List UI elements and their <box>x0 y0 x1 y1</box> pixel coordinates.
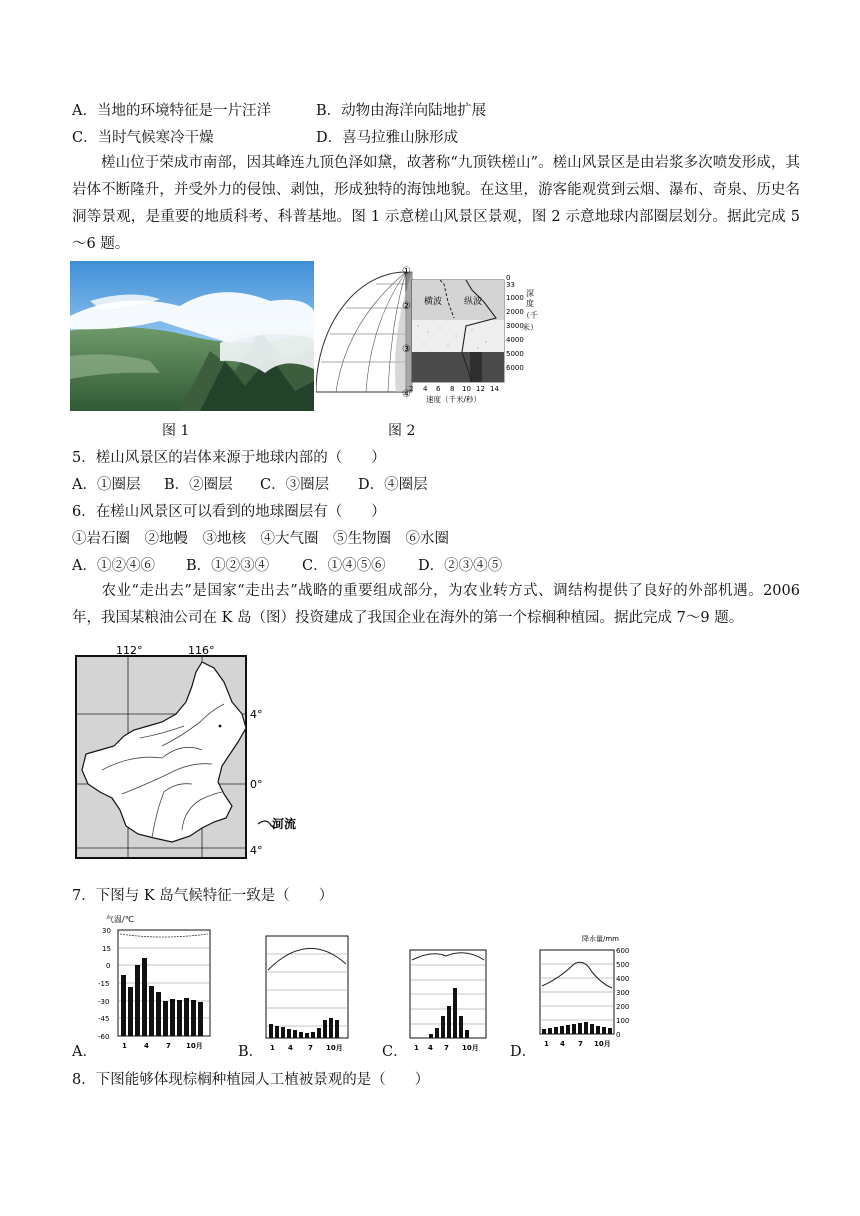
depth-label: 度 <box>526 299 534 308</box>
figure-2-caption: 图 2 <box>388 423 416 439</box>
wave-label-s: 横波 <box>424 297 443 307</box>
q5-stem: 5．槎山风景区的岩体来源于地球内部的（ ） <box>72 450 386 466</box>
q6-option-b[interactable]: B．①②③④ <box>186 558 270 574</box>
precip-axis-label: 降水量/mm <box>582 935 619 943</box>
q7-option-b[interactable]: B． <box>238 1044 264 1060</box>
q4-option-d[interactable]: D．喜马拉雅山脉形成 <box>316 130 459 146</box>
speed-tick: 14 <box>490 385 499 393</box>
speed-tick: 10 <box>462 385 471 393</box>
temp-tick: 15 <box>102 945 111 953</box>
precip-tick: 600 <box>616 947 630 955</box>
depth-tick: 4000 <box>506 336 524 344</box>
passage-chashan: 槎山位于荣成市南部，因其峰连九顶色泽如黛，故著称“九顶铁槎山”。槎山风景区是由岩浆多次喷发形成，其岩体不断隆升，并受外力的侵蚀、剥蚀，形成独特的海蚀地貌。在这里，游客能观赏到云烟、瀑布、奇泉、历史名洞等景观，是重要的地质科考、科普基地。图 1 示意槎山风景区景观，图 2 示意地球内部圈层划分。据此完成 5～6 题。 <box>72 155 800 252</box>
climate-chart-c[interactable] <box>406 944 494 1054</box>
month-tick: 10月 <box>594 1040 611 1048</box>
lon-label: 116° <box>188 644 215 657</box>
precip-tick: 400 <box>616 975 630 983</box>
depth-tick: 6000 <box>506 364 524 372</box>
depth-tick: 0 <box>506 274 511 282</box>
q6-option-c[interactable]: C．①④⑤⑥ <box>302 558 386 574</box>
temp-tick: -60 <box>98 1033 110 1041</box>
month-tick: 7 <box>308 1044 313 1052</box>
depth-label: （千 <box>522 311 538 320</box>
precip-tick: 500 <box>616 961 630 969</box>
figure-2-earth-layers <box>316 262 538 412</box>
speed-label: 速度（千米/秒） <box>426 395 482 404</box>
speed-tick: 6 <box>436 385 441 393</box>
q6-option-d[interactable]: D．②③④⑤ <box>418 558 503 574</box>
speed-tick: 2 <box>409 385 414 393</box>
depth-tick: 5000 <box>506 350 524 358</box>
figure-1-photo <box>70 261 314 411</box>
lat-label: 0° <box>250 778 263 791</box>
temp-axis-label: 气温/℃ <box>106 915 134 924</box>
climate-chart-b[interactable] <box>262 930 358 1054</box>
month-tick: 1 <box>270 1044 275 1052</box>
q8-stem: 8．下图能够体现棕榈种植园人工植被景观的是（ ） <box>72 1072 430 1088</box>
speed-tick: 12 <box>476 385 485 393</box>
speed-tick: 4 <box>423 385 428 393</box>
month-tick: 7 <box>166 1042 171 1050</box>
depth-tick: 33 <box>506 281 515 289</box>
q6-items: ①岩石圈 ②地幔 ③地核 ④大气圈 ⑤生物圈 ⑥水圈 <box>72 531 449 547</box>
q7-stem: 7．下图与 K 岛气候特征一致是（ ） <box>72 888 334 904</box>
q7-option-d[interactable]: D． <box>510 1044 537 1060</box>
month-tick: 10月 <box>462 1044 479 1052</box>
precip-tick: 200 <box>616 1003 630 1011</box>
layer-marker-2: ② <box>402 301 411 312</box>
q5-option-b[interactable]: B．②圈层 <box>164 477 233 493</box>
lon-label: 112° <box>116 644 143 657</box>
month-tick: 1 <box>122 1042 127 1050</box>
legend-river-label: 河流 <box>272 817 297 831</box>
temp-tick: -15 <box>98 980 110 988</box>
figure-1-caption: 图 1 <box>162 423 190 439</box>
lat-label: 4° <box>250 708 263 721</box>
wave-label-p: 纵波 <box>464 297 483 307</box>
climate-chart-d[interactable] <box>534 932 644 1054</box>
q4-option-c[interactable]: C．当时气候寒冷干燥 <box>72 130 214 146</box>
q6-stem: 6．在槎山风景区可以看到的地球圈层有（ ） <box>72 504 386 520</box>
month-tick: 10月 <box>326 1044 343 1052</box>
depth-tick: 3000 <box>506 322 524 330</box>
q6-option-a[interactable]: A．①②④⑥ <box>72 558 155 574</box>
precip-tick: 300 <box>616 989 630 997</box>
depth-tick: 2000 <box>506 308 524 316</box>
lat-label: 4° <box>250 844 263 857</box>
q7-option-a[interactable]: A． <box>72 1044 97 1060</box>
month-tick: 1 <box>544 1040 549 1048</box>
month-tick: 7 <box>578 1040 583 1048</box>
q5-option-c[interactable]: C．③圈层 <box>260 477 330 493</box>
month-tick: 4 <box>428 1044 433 1052</box>
temp-tick: 0 <box>106 962 111 970</box>
precip-tick: 100 <box>616 1017 630 1025</box>
precip-tick: 0 <box>616 1031 621 1039</box>
depth-label: 米） <box>522 323 538 332</box>
month-tick: 4 <box>560 1040 565 1048</box>
depth-tick: 1000 <box>506 294 524 302</box>
q5-option-a[interactable]: A．①圈层 <box>72 477 141 493</box>
temp-tick: 30 <box>102 927 111 935</box>
month-tick: 4 <box>288 1044 293 1052</box>
k-island-map <box>72 642 312 864</box>
month-tick: 10月 <box>186 1042 203 1050</box>
month-tick: 1 <box>414 1044 419 1052</box>
climate-chart-a[interactable] <box>92 912 216 1054</box>
q4-option-a[interactable]: A．当地的环境特征是一片汪洋 <box>72 103 271 119</box>
depth-label: 深 <box>526 289 534 298</box>
passage-agriculture: 农业“走出去”是国家“走出去”战略的重要组成部分，为农业转方式、调结构提供了良好的外部机遇。2006 年，我国某粮油公司在 K 岛（图）投资建成了我国企业在海外的第一个棕榈种植园。据此完成 7～9 题。 <box>72 583 800 626</box>
temp-tick: -45 <box>98 1015 110 1023</box>
speed-tick: 8 <box>450 385 455 393</box>
temp-tick: -30 <box>98 998 110 1006</box>
layer-marker-1: ① <box>402 266 411 277</box>
month-tick: 7 <box>444 1044 449 1052</box>
month-tick: 4 <box>144 1042 149 1050</box>
q4-option-b[interactable]: B．动物由海洋向陆地扩展 <box>316 103 487 119</box>
q7-option-c[interactable]: C． <box>382 1044 408 1060</box>
layer-marker-3: ③ <box>402 344 411 355</box>
q5-option-d[interactable]: D．④圈层 <box>358 477 428 493</box>
layer-marker-4: ④ <box>402 389 411 400</box>
